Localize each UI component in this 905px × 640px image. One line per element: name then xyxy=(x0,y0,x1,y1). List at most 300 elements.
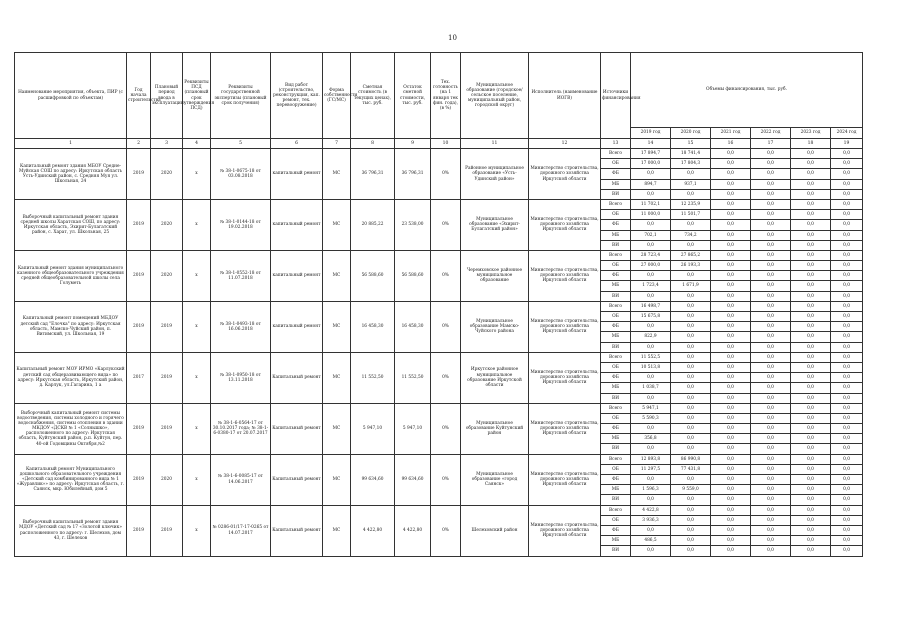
funding-amount: 0,0 xyxy=(831,159,863,169)
funding-amount: 0,0 xyxy=(671,291,711,301)
funding-amount: 0,0 xyxy=(831,169,863,179)
funding-amount: 0,0 xyxy=(831,322,863,332)
funding-amount: 0,0 xyxy=(671,434,711,444)
column-number: 3 xyxy=(151,139,183,149)
funding-amount: 0,0 xyxy=(831,525,863,535)
funding-amount: 9 559,0 xyxy=(671,485,711,495)
funding-amount: 0,0 xyxy=(671,495,711,505)
funding-source: Всего xyxy=(601,250,631,260)
funding-amount: 0,0 xyxy=(711,189,751,199)
funding-amount: 0,0 xyxy=(831,250,863,260)
funding-amount: 0,0 xyxy=(791,495,831,505)
funding-source: ФБ xyxy=(601,475,631,485)
ownership: МС xyxy=(323,505,351,556)
header-executor: Исполнитель (наименование ИОГВ) xyxy=(529,53,601,139)
funding-amount: 0,0 xyxy=(711,159,751,169)
header-year: 2019 год xyxy=(631,128,671,139)
ownership: МС xyxy=(323,403,351,454)
executor: Министерство строительства, дорожного хозяйства Иркутской области xyxy=(529,352,601,403)
funding-amount: 0,0 xyxy=(831,301,863,311)
psd-details: х xyxy=(183,454,211,505)
table-row xyxy=(15,352,863,362)
tech-readiness: 0% xyxy=(431,250,461,301)
funding-amount: 0,0 xyxy=(671,546,711,556)
municipality: Черемховское районное муниципальное образование xyxy=(461,250,529,301)
funding-amount: 0,0 xyxy=(791,159,831,169)
funding-amount: 702,1 xyxy=(631,230,671,240)
funding-amount: 0,0 xyxy=(751,383,791,393)
funding-amount: 0,0 xyxy=(831,495,863,505)
work-type: капитальный ремонт xyxy=(271,149,323,200)
funding-amount: 0,0 xyxy=(831,413,863,423)
executor: Министерство строительства, дорожного хозяйства Иркутской области xyxy=(529,250,601,301)
funding-amount: 822,9 xyxy=(631,332,671,342)
funding-amount: 0,0 xyxy=(831,352,863,362)
funding-amount: 0,0 xyxy=(751,281,791,291)
column-number: 13 xyxy=(601,139,631,149)
ownership: МС xyxy=(323,301,351,352)
expertise-details: № 38-1-0950-18 от 13.11.2018 xyxy=(211,352,271,403)
funding-amount: 12 893,8 xyxy=(631,454,671,464)
funding-amount: 4 422,8 xyxy=(631,505,671,515)
municipality: Муниципальное образование «Эхирит-Булагатский район» xyxy=(461,199,529,250)
financing-table xyxy=(14,52,863,557)
funding-amount: 0,0 xyxy=(671,322,711,332)
funding-amount: 10 513,8 xyxy=(631,362,671,372)
funding-amount: 0,0 xyxy=(751,413,791,423)
funding-source: ФБ xyxy=(601,525,631,535)
funding-amount: 0,0 xyxy=(751,332,791,342)
funding-amount: 0,0 xyxy=(631,525,671,535)
funding-source: МБ xyxy=(601,230,631,240)
funding-amount: 0,0 xyxy=(831,261,863,271)
column-number: 7 xyxy=(323,139,351,149)
start-year: 2019 xyxy=(127,301,151,352)
column-number: 14 xyxy=(631,139,671,149)
funding-source: ФБ xyxy=(601,220,631,230)
funding-amount: 0,0 xyxy=(831,383,863,393)
start-year: 2019 xyxy=(127,505,151,556)
funding-amount: 0,0 xyxy=(751,403,791,413)
table-row xyxy=(15,454,863,464)
tech-readiness: 0% xyxy=(431,352,461,403)
funding-amount: 17 804,3 xyxy=(671,159,711,169)
funding-amount: 0,0 xyxy=(711,362,751,372)
funding-amount: 0,0 xyxy=(671,475,711,485)
funding-amount: 0,0 xyxy=(831,424,863,434)
remaining-cost: 99 634,60 xyxy=(395,454,431,505)
funding-amount: 0,0 xyxy=(631,393,671,403)
funding-amount: 0,0 xyxy=(831,362,863,372)
funding-amount: 0,0 xyxy=(831,271,863,281)
funding-source: МБ xyxy=(601,536,631,546)
funding-amount: 0,0 xyxy=(711,199,751,209)
executor: Министерство строительства, дорожного хозяйства Иркутской области xyxy=(529,454,601,505)
municipality: Районное муниципальное образование «Усть-Удинский район» xyxy=(461,149,529,200)
funding-amount: 0,0 xyxy=(751,454,791,464)
estimated-cost: 99 634,60 xyxy=(351,454,395,505)
funding-amount: 0,0 xyxy=(671,403,711,413)
funding-amount: 0,0 xyxy=(671,332,711,342)
planned-period: 2020 xyxy=(151,454,183,505)
funding-amount: 0,0 xyxy=(791,444,831,454)
funding-amount: 0,0 xyxy=(711,464,751,474)
funding-amount: 1 038,7 xyxy=(631,383,671,393)
municipality: Муниципальное образование «город Саянск» xyxy=(461,454,529,505)
funding-amount: 0,0 xyxy=(671,536,711,546)
column-number: 4 xyxy=(183,139,211,149)
funding-source: Всего xyxy=(601,352,631,362)
expertise-details: № 38-1-0675-18 от 03.08.2018 xyxy=(211,149,271,200)
header-year: 2022 год xyxy=(751,128,791,139)
funding-amount: 0,0 xyxy=(631,342,671,352)
funding-amount: 0,0 xyxy=(711,210,751,220)
column-number: 12 xyxy=(529,139,601,149)
funding-amount: 0,0 xyxy=(791,169,831,179)
funding-amount: 0,0 xyxy=(751,220,791,230)
psd-details: х xyxy=(183,250,211,301)
object-name: Выборочный капитальный ремонт здания средней школы Харатская СОШ, по адресу: Иркутская область, Эхирит-Булагатский район, с. Харат, ул. Школьная, 25 xyxy=(15,199,127,250)
funding-amount: 0,0 xyxy=(711,444,751,454)
funding-amount: 0,0 xyxy=(711,220,751,230)
funding-source: ОБ xyxy=(601,210,631,220)
funding-amount: 0,0 xyxy=(751,505,791,515)
funding-amount: 0,0 xyxy=(751,271,791,281)
funding-source: МБ xyxy=(601,332,631,342)
funding-amount: 11 552,5 xyxy=(631,352,671,362)
funding-amount: 0,0 xyxy=(791,536,831,546)
funding-amount: 0,0 xyxy=(791,464,831,474)
psd-details: х xyxy=(183,199,211,250)
funding-amount: 0,0 xyxy=(751,475,791,485)
funding-amount: 0,0 xyxy=(831,485,863,495)
funding-amount: 0,0 xyxy=(831,149,863,159)
table-row xyxy=(15,505,863,515)
funding-amount: 0,0 xyxy=(751,546,791,556)
funding-amount: 0,0 xyxy=(711,149,751,159)
funding-amount: 486,5 xyxy=(631,536,671,546)
funding-amount: 0,0 xyxy=(831,393,863,403)
funding-amount: 0,0 xyxy=(711,352,751,362)
funding-amount: 0,0 xyxy=(791,525,831,535)
column-number: 16 xyxy=(711,139,751,149)
funding-amount: 0,0 xyxy=(671,383,711,393)
funding-amount: 734,2 xyxy=(671,230,711,240)
funding-amount: 894,7 xyxy=(631,179,671,189)
funding-amount: 17 000,0 xyxy=(631,159,671,169)
object-name: Выборочный капитальный ремонт здания МДОУ «Детский сад № 17 «Золотой ключик» расположенного по адресу: г. Шелехов, дом 43, г. Шелехов xyxy=(15,505,127,556)
funding-amount: 0,0 xyxy=(711,546,751,556)
funding-amount: 0,0 xyxy=(791,189,831,199)
object-name: Капитальный ремонт МОУ ИРМО «Карлукский детский сад общеразвивающего вида» по адресу: Иркутская область, Иркутский район, д. Карлук, ул.Гагарина, 1 а xyxy=(15,352,127,403)
funding-amount: 0,0 xyxy=(711,342,751,352)
funding-amount: 0,0 xyxy=(791,475,831,485)
column-number: 15 xyxy=(671,139,711,149)
funding-amount: 0,0 xyxy=(831,515,863,525)
funding-amount: 0,0 xyxy=(671,312,711,322)
start-year: 2019 xyxy=(127,403,151,454)
funding-amount: 0,0 xyxy=(631,495,671,505)
funding-source: Всего xyxy=(601,454,631,464)
funding-source: ОБ xyxy=(601,413,631,423)
tech-readiness: 0% xyxy=(431,454,461,505)
header-ownership: Форма собственности (ГС/МС) xyxy=(323,53,351,139)
funding-amount: 11 501,7 xyxy=(671,210,711,220)
funding-amount: 0,0 xyxy=(831,312,863,322)
municipality: Муниципальное образование Мамско-Чуйского района xyxy=(461,301,529,352)
funding-amount: 0,0 xyxy=(711,393,751,403)
municipality: Иркутское районное муниципальное образование Иркутской области xyxy=(461,352,529,403)
ownership: МС xyxy=(323,454,351,505)
funding-amount: 0,0 xyxy=(751,525,791,535)
column-number: 9 xyxy=(395,139,431,149)
expertise-details: № 38-1-0493-18 от 16.06.2018 xyxy=(211,301,271,352)
funding-amount: 0,0 xyxy=(631,322,671,332)
funding-amount: 0,0 xyxy=(711,424,751,434)
funding-source: МБ xyxy=(601,179,631,189)
funding-amount: 0,0 xyxy=(791,179,831,189)
header-volumes: Объемы финансирования, тыс. руб. xyxy=(631,53,863,128)
planned-period: 2019 xyxy=(151,352,183,403)
funding-amount: 0,0 xyxy=(791,505,831,515)
funding-amount: 0,0 xyxy=(711,515,751,525)
estimated-cost: 20 885,22 xyxy=(351,199,395,250)
column-number: 10 xyxy=(431,139,461,149)
funding-amount: 86 990,8 xyxy=(671,454,711,464)
psd-details: х xyxy=(183,403,211,454)
funding-amount: 0,0 xyxy=(751,515,791,525)
funding-amount: 0,0 xyxy=(791,454,831,464)
funding-amount: 0,0 xyxy=(671,271,711,281)
funding-amount: 0,0 xyxy=(671,525,711,535)
funding-amount: 0,0 xyxy=(671,373,711,383)
funding-amount: 0,0 xyxy=(671,362,711,372)
funding-amount: 0,0 xyxy=(831,189,863,199)
ownership: МС xyxy=(323,149,351,200)
funding-amount: 0,0 xyxy=(711,475,751,485)
funding-amount: 28 723,4 xyxy=(631,250,671,260)
table-row xyxy=(15,250,863,260)
funding-amount: 0,0 xyxy=(751,179,791,189)
funding-amount: 0,0 xyxy=(751,444,791,454)
funding-amount: 0,0 xyxy=(671,220,711,230)
funding-amount: 0,0 xyxy=(711,312,751,322)
executor: Министерство строительства, дорожного хозяйства Иркутской области xyxy=(529,199,601,250)
header-municipality: Муниципальное образование (городское/сельское поселение, муниципальный район, городской округ) xyxy=(461,53,529,139)
remaining-cost: 36 796,31 xyxy=(395,149,431,200)
funding-amount: 0,0 xyxy=(751,240,791,250)
funding-source: ОБ xyxy=(601,261,631,271)
funding-amount: 0,0 xyxy=(711,169,751,179)
work-type: капитальный ремонт xyxy=(271,301,323,352)
funding-amount: 0,0 xyxy=(751,159,791,169)
estimated-cost: 36 796,31 xyxy=(351,149,395,200)
funding-amount: 0,0 xyxy=(791,240,831,250)
funding-amount: 26 193,3 xyxy=(671,261,711,271)
funding-amount: 0,0 xyxy=(791,434,831,444)
tech-readiness: 0% xyxy=(431,403,461,454)
funding-amount: 0,0 xyxy=(751,424,791,434)
funding-amount: 0,0 xyxy=(831,444,863,454)
funding-amount: 0,0 xyxy=(791,424,831,434)
funding-source: ФБ xyxy=(601,322,631,332)
header-name: Наименование мероприятия, объекта, ПИР (с расшифровкой по объектам) xyxy=(15,53,127,139)
table-row xyxy=(15,301,863,311)
funding-amount: 0,0 xyxy=(711,261,751,271)
funding-amount: 0,0 xyxy=(791,546,831,556)
funding-source: ОБ xyxy=(601,312,631,322)
psd-details: х xyxy=(183,505,211,556)
funding-amount: 0,0 xyxy=(631,424,671,434)
funding-amount: 0,0 xyxy=(671,505,711,515)
executor: Министерство строительства, дорожного хозяйства Иркутской области xyxy=(529,403,601,454)
funding-amount: 0,0 xyxy=(711,403,751,413)
funding-amount: 0,0 xyxy=(791,342,831,352)
funding-amount: 0,0 xyxy=(791,301,831,311)
funding-amount: 12 235,9 xyxy=(671,199,711,209)
funding-source: ВИ xyxy=(601,546,631,556)
funding-amount: 0,0 xyxy=(711,525,751,535)
funding-amount: 0,0 xyxy=(711,413,751,423)
ownership: МС xyxy=(323,352,351,403)
ownership: МС xyxy=(323,199,351,250)
funding-amount: 0,0 xyxy=(751,250,791,260)
funding-amount: 0,0 xyxy=(711,179,751,189)
funding-amount: 0,0 xyxy=(791,373,831,383)
funding-amount: 0,0 xyxy=(711,240,751,250)
funding-amount: 0,0 xyxy=(791,149,831,159)
funding-amount: 16 498,7 xyxy=(631,301,671,311)
funding-amount: 0,0 xyxy=(831,373,863,383)
work-type: капитальный ремонт xyxy=(271,250,323,301)
header-sources: Источники финансирования xyxy=(601,53,631,139)
column-number: 18 xyxy=(791,139,831,149)
funding-amount: 0,0 xyxy=(711,505,751,515)
funding-source: Всего xyxy=(601,149,631,159)
funding-amount: 27 865,2 xyxy=(671,250,711,260)
funding-amount: 0,0 xyxy=(791,485,831,495)
object-name: Капитальный ремонт помещений МБДОУ детский сад "Елочка" по адресу: Иркутская область, Мамско-Чуйский район, п. Витимский, ул. Школьная, 19 xyxy=(15,301,127,352)
funding-amount: 0,0 xyxy=(631,271,671,281)
funding-amount: 1 723,4 xyxy=(631,281,671,291)
funding-amount: 0,0 xyxy=(751,434,791,444)
funding-source: ВИ xyxy=(601,393,631,403)
funding-amount: 0,0 xyxy=(791,332,831,342)
estimated-cost: 56 588,60 xyxy=(351,250,395,301)
object-name: Капитальный ремонт здания муниципального казенного общеобразовательного учреждения средней общеобразовательной школы села Голуметь xyxy=(15,250,127,301)
header-psd: Реквизиты ПСД (плановый срок утверждения ПСД) xyxy=(183,53,211,139)
header-remaining-cost: Остаток сметной стоимости, тыс. руб. xyxy=(395,53,431,139)
funding-amount: 0,0 xyxy=(831,199,863,209)
funding-amount: 0,0 xyxy=(791,210,831,220)
funding-amount: 0,0 xyxy=(751,393,791,403)
start-year: 2019 xyxy=(127,199,151,250)
psd-details: х xyxy=(183,352,211,403)
funding-amount: 0,0 xyxy=(791,413,831,423)
funding-amount: 0,0 xyxy=(831,536,863,546)
start-year: 2019 xyxy=(127,250,151,301)
funding-amount: 0,0 xyxy=(671,413,711,423)
funding-amount: 937,1 xyxy=(671,179,711,189)
tech-readiness: 0% xyxy=(431,149,461,200)
funding-amount: 0,0 xyxy=(631,240,671,250)
funding-amount: 0,0 xyxy=(631,291,671,301)
funding-amount: 0,0 xyxy=(711,291,751,301)
funding-amount: 0,0 xyxy=(751,362,791,372)
funding-amount: 356,8 xyxy=(631,434,671,444)
funding-amount: 0,0 xyxy=(791,271,831,281)
funding-amount: 0,0 xyxy=(831,464,863,474)
funding-amount: 0,0 xyxy=(631,373,671,383)
expertise-details: № 0286-01/17-17-0265 от 14.07.2017 xyxy=(211,505,271,556)
column-number: 17 xyxy=(751,139,791,149)
funding-amount: 5 947,1 xyxy=(631,403,671,413)
funding-source: МБ xyxy=(601,383,631,393)
page-number: 10 xyxy=(448,34,457,42)
funding-amount: 0,0 xyxy=(711,383,751,393)
remaining-cost: 11 552,50 xyxy=(395,352,431,403)
work-type: Капитальный ремонт xyxy=(271,403,323,454)
funding-amount: 0,0 xyxy=(711,301,751,311)
start-year: 2019 xyxy=(127,149,151,200)
funding-amount: 0,0 xyxy=(751,312,791,322)
header-tech-readiness: Тех. готовность (на 1 января тек фин. года), (в %) xyxy=(431,53,461,139)
funding-source: Всего xyxy=(601,505,631,515)
municipality: Шелеховский район xyxy=(461,505,529,556)
expertise-details: № 38-1-0552-18 от 11.07.2018 xyxy=(211,250,271,301)
funding-amount: 0,0 xyxy=(831,546,863,556)
planned-period: 2020 xyxy=(151,199,183,250)
funding-amount: 0,0 xyxy=(751,199,791,209)
column-number: 8 xyxy=(351,139,395,149)
funding-amount: 0,0 xyxy=(711,271,751,281)
funding-amount: 0,0 xyxy=(831,230,863,240)
column-numbers-row xyxy=(15,139,863,149)
header-work-type: Вид работ (строительство, реконструкция, кап. ремонт, тех. перевооружение) xyxy=(271,53,323,139)
funding-amount: 0,0 xyxy=(791,362,831,372)
funding-amount: 17 894,7 xyxy=(631,149,671,159)
funding-source: Всего xyxy=(601,301,631,311)
table-row xyxy=(15,149,863,159)
column-number: 5 xyxy=(211,139,271,149)
funding-source: ФБ xyxy=(601,373,631,383)
funding-amount: 0,0 xyxy=(831,179,863,189)
funding-amount: 0,0 xyxy=(671,393,711,403)
header-expertise: Реквизиты государственной экспертизы (плановый срок получения) xyxy=(211,53,271,139)
funding-source: ВИ xyxy=(601,342,631,352)
funding-amount: 0,0 xyxy=(671,342,711,352)
funding-amount: 0,0 xyxy=(831,291,863,301)
funding-amount: 0,0 xyxy=(791,393,831,403)
funding-amount: 0,0 xyxy=(711,485,751,495)
funding-source: ВИ xyxy=(601,189,631,199)
funding-amount: 0,0 xyxy=(791,250,831,260)
funding-amount: 0,0 xyxy=(751,495,791,505)
funding-source: Всего xyxy=(601,403,631,413)
work-type: Капитальный ремонт xyxy=(271,454,323,505)
funding-amount: 0,0 xyxy=(711,495,751,505)
header-year: 2021 год xyxy=(711,128,751,139)
funding-source: ФБ xyxy=(601,271,631,281)
object-name: Капитальный ремонт Муниципального дошкольного образовательного учреждения «Детский сад комбинированного вида № 1 «Журавлик»» по адресу: Иркутская область, г. Саянск, мкр. Юбилейный, дом 5 xyxy=(15,454,127,505)
funding-amount: 0,0 xyxy=(791,515,831,525)
table-row xyxy=(15,403,863,413)
work-type: Капитальный ремонт xyxy=(271,505,323,556)
funding-amount: 0,0 xyxy=(671,301,711,311)
executor: Министерство строительства, дорожного хозяйства Иркутской области xyxy=(529,505,601,556)
funding-amount: 0,0 xyxy=(751,322,791,332)
funding-source: ВИ xyxy=(601,495,631,505)
